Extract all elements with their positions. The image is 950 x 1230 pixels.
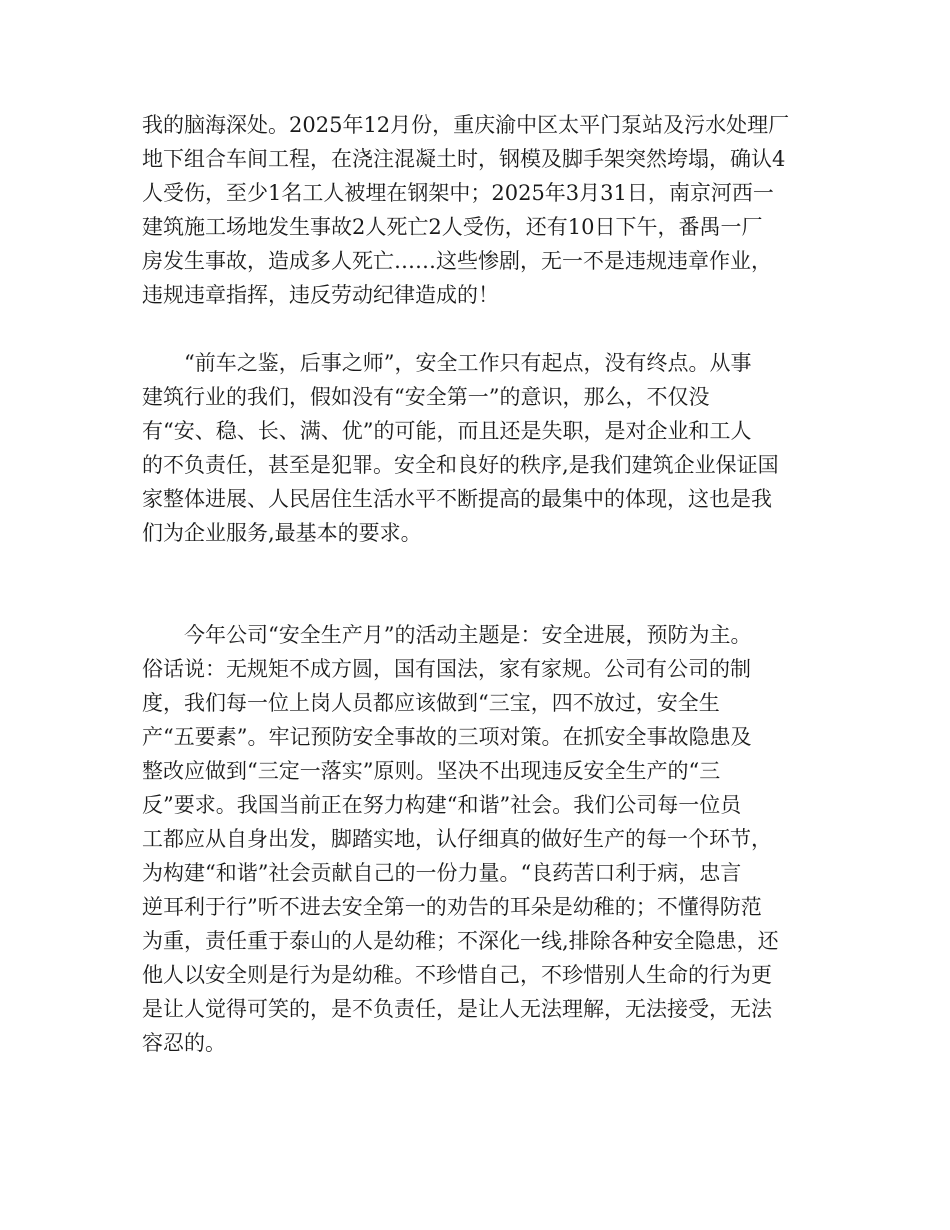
text-line: 产“五要素”。牢记预防安全事故的三项对策。在抓安全事故隐患及 (142, 725, 752, 749)
text-line: 容忍的。 (142, 1031, 226, 1055)
text-line: 俗话说：无规矩不成方圆，国有国法，家有家规。公司有公司的制 (142, 657, 751, 681)
text-line: 有“安、稳、长、满、优”的可能，而且还是失职，是对企业和工人 (142, 419, 752, 443)
text-line: 人受伤，至少1名工人被埋在钢架中；2025年3月31日，南京河西一 (142, 181, 774, 205)
text-line: 违规违章指挥，违反劳动纪律造成的！ (142, 283, 499, 307)
text-line: 整改应做到“三定一落实”原则。坚决不出现违反安全生产的“三 (142, 759, 721, 783)
text-line: 们为企业服务,最基本的要求。 (142, 521, 422, 545)
paragraph-safety-month-theme (142, 618, 822, 1060)
text-line: 的不负责任，甚至是犯罪。安全和良好的秩序,是我们建筑企业保证国 (142, 453, 779, 477)
text-line: 是让人觉得可笑的，是不负责任，是让人无法理解，无法接受，无法 (142, 997, 772, 1021)
text-line: 今年公司“安全生产月”的活动主题是：安全进展，预防为主。 (184, 623, 752, 647)
text-line: 度，我们每一位上岗人员都应该做到“三宝，四不放过，安全生 (142, 691, 720, 715)
text-line: 我的脑海深处。2025年12月份，重庆渝中区太平门泵站及污水处理厂 (142, 113, 790, 137)
text-line: 逆耳利于行”听不进去安全第一的劝告的耳朵是幼稚的；不懂得防范 (142, 895, 762, 919)
text-line: “前车之鉴，后事之师”，安全工作只有起点，没有终点。从事 (184, 351, 752, 375)
text-line: 工都应从自身出发，脚踏实地，认仔细真的做好生产的每一个环节， (142, 827, 772, 851)
text-line: 地下组合车间工程，在浇注混凝土时，钢模及脚手架突然垮塌，确认4 (142, 147, 786, 171)
paragraph-safety-first (142, 346, 822, 550)
text-line: 建筑行业的我们，假如没有“安全第一”的意识，那么，不仅没 (142, 385, 710, 409)
text-line: 反”要求。我国当前正在努力构建“和谐”社会。我们公司每一位员 (142, 793, 742, 817)
text-line: 房发生事故，造成多人死亡……这些惨剧，无一不是违规违章作业， (142, 249, 772, 273)
text-line: 家整体进展、人民居住生活水平不断提高的最集中的体现，这也是我 (142, 487, 772, 511)
paragraph-accident-cases (142, 108, 822, 312)
text-line: 为构建“和谐”社会贡献自己的一份力量。“良药苦口利于病，忠言 (142, 861, 742, 885)
text-line: 他人以安全则是行为是幼稚。不珍惜自己，不珍惜别人生命的行为更 (142, 963, 772, 987)
text-line: 建筑施工场地发生事故2人死亡2人受伤，还有10日下午，番禺一厂 (142, 215, 763, 239)
text-line: 为重，责任重于泰山的人是幼稚；不深化一线,排除各种安全隐患，还 (142, 929, 779, 953)
